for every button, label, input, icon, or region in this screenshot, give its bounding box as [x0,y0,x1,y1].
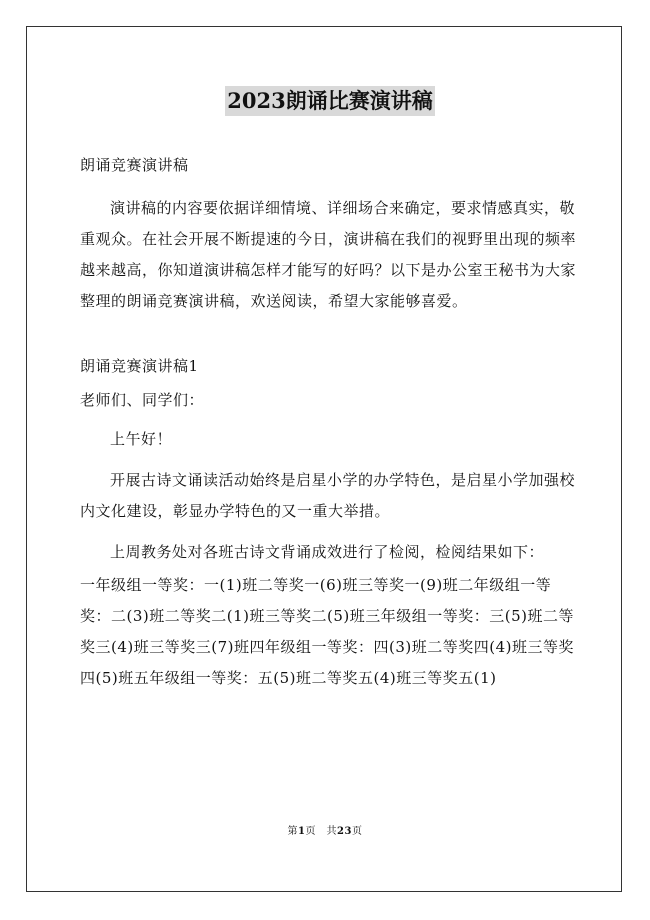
page-footer [0,822,650,837]
footer-mid: 页 共 [305,826,338,837]
hello-line: 上午好！ [110,430,173,448]
footer-suffix: 页 [351,826,363,837]
intro-paragraph: 演讲稿的内容要依据详细情境、详细场合来确定，要求情感真实，敬重观众。在社会开展不断提速的今日，演讲稿在我们的视野里出现的频率越来越高，你知道演讲稿怎样才能写的好吗？以下是办公室王秘书为大家整理的朗诵竞赛演讲稿，欢送阅读，希望大家能够喜爱。 [80,199,577,310]
greeting-line: 老师们、同学们： [80,391,205,409]
paragraph-1: 开展古诗文诵读活动始终是启星小学的办学特色，是启星小学加强校内文化建设，彰显办学特色的又一重大举措。 [80,471,576,520]
document-subtitle: 朗诵竞赛演讲稿 [80,156,189,174]
footer-total-pages: 23 [337,826,352,837]
document-body [80,80,580,810]
document-title-wrapper [80,86,580,116]
results-paragraph: 一年级组一等奖：一(1)班二等奖一(6)班三等奖一(9)班二年级组一等奖：二(3)班二等奖二(1)班三等奖二(5)班三年级组一等奖：三(5)班二等奖三(4)班三等奖三(7)班四年级组一等奖：四(3)班二等奖四(4)班三等奖四(5)班五年级组一等奖：五(5)班二等奖五(4)班三等奖五(1) [80,576,574,687]
footer-page-number: 1 [298,826,306,837]
document-title: 2023朗诵比赛演讲稿 [225,86,434,116]
footer-prefix: 第 [287,826,299,837]
paragraph-2: 上周教务处对各班古诗文背诵成效进行了检阅，检阅结果如下： [110,543,545,561]
section-heading: 朗诵竞赛演讲稿1 [80,357,199,375]
